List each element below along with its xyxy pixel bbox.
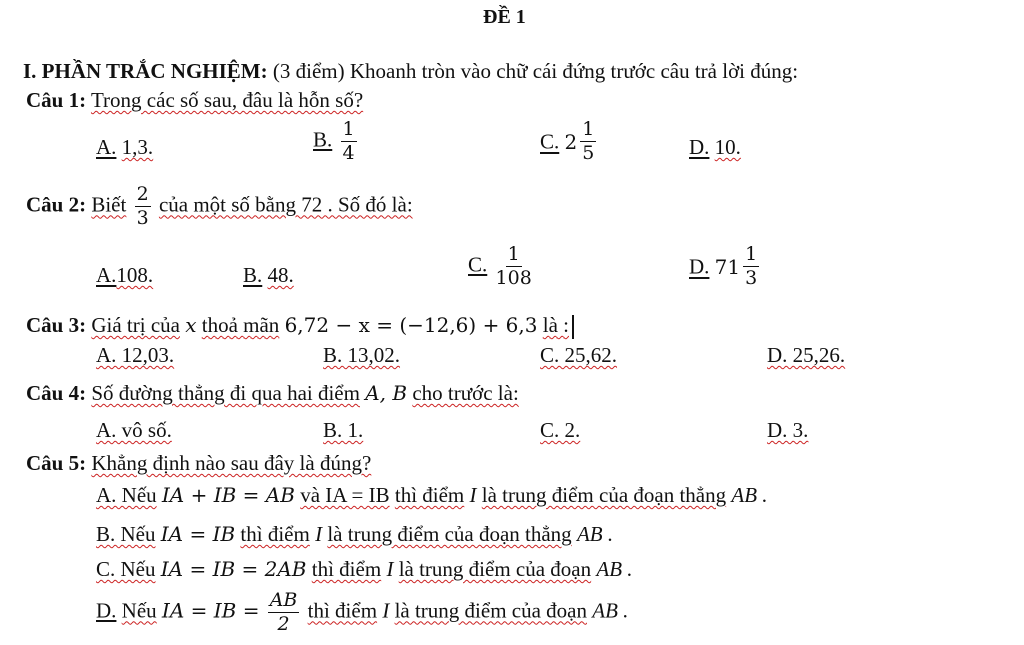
text-cursor	[572, 315, 574, 339]
question-5: Câu 5: Khẳng định nào sau đây là đúng?	[26, 451, 372, 475]
q1-option-c[interactable]: C. 2 $\frac{1}{5}$	[540, 118, 595, 164]
q4-option-a[interactable]: A. vô số.	[96, 418, 172, 442]
question-1: Câu 1: Trong các số sau, đâu là hỗn số?	[26, 88, 364, 112]
q2-option-c[interactable]: C. $\frac{1}{108}$	[468, 243, 532, 289]
q2-option-d[interactable]: D. 71 $\frac{1}{3}$	[689, 243, 758, 289]
question-3: Câu 3: Giá trị của x thoả mãn 6,72 − x = (−12,6) + 6,3 là :	[26, 313, 574, 339]
q4-option-b[interactable]: B. 1.	[323, 418, 364, 442]
document-title: ĐỀ 1	[483, 6, 526, 28]
q1-option-d[interactable]: D. 10.	[689, 135, 741, 159]
q3-option-d[interactable]: D. 25,26.	[767, 343, 846, 367]
section-heading: I. PHẦN TRẮC NGHIỆM: (3 điểm) Khoanh tròn vào chữ cái đứng trước câu trả lời đúng:	[23, 59, 799, 83]
q1-option-a[interactable]: A. 1,3.	[96, 135, 154, 159]
q3-option-a[interactable]: A. 12,03.	[96, 343, 175, 367]
q3-option-b[interactable]: B. 13,02.	[323, 343, 401, 367]
q5-option-c[interactable]: C. Nếu IA = IB = 2AB thì điểm I là trung điểm của đoạn AB .	[96, 557, 633, 581]
q5-option-b[interactable]: B. Nếu IA = IB thì điểm I là trung điểm của đoạn thẳng AB .	[96, 522, 614, 546]
q5-option-d[interactable]: D. Nếu IA = IB = $\frac{AB}{2}$ thì điểm I là trung điểm của đoạn AB .	[96, 589, 629, 635]
q4-option-d[interactable]: D. 3.	[767, 418, 809, 442]
q3-option-c[interactable]: C. 25,62.	[540, 343, 618, 367]
q5-option-a[interactable]: A. Nếu IA + IB = AB và IA = IB thì điểm I là trung điểm của đoạn thẳng AB .	[96, 483, 768, 507]
q1-option-b[interactable]: B. $\frac{1}{4}$	[313, 118, 355, 164]
q2-option-a[interactable]: A.108.	[96, 263, 154, 287]
q2-option-b[interactable]: B. 48.	[243, 263, 294, 287]
question-2: Câu 2: Biết $\frac{2}{3}$ của một số bằng 72 . Số đó là:	[26, 183, 413, 229]
question-4: Câu 4: Số đường thẳng đi qua hai điểm A, B cho trước là:	[26, 381, 519, 405]
q4-option-c[interactable]: C. 2.	[540, 418, 581, 442]
